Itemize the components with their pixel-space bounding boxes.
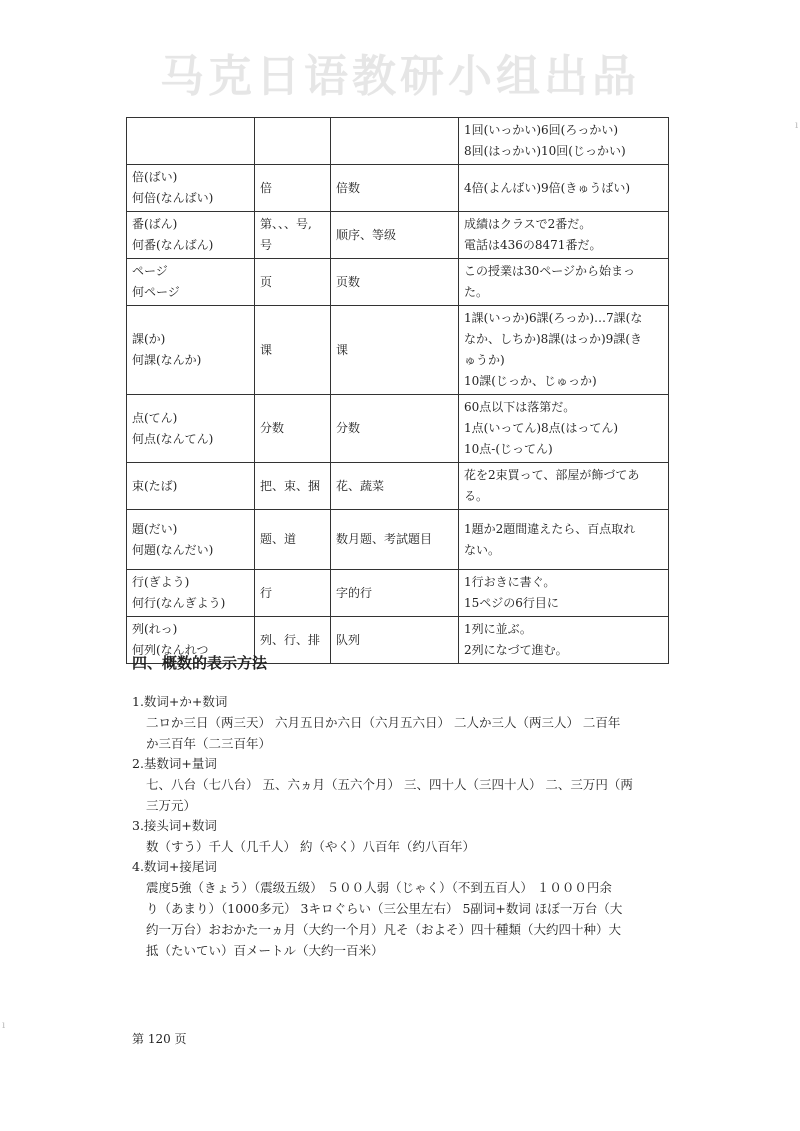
example-cell-line: 60点以下は落第だ。: [464, 400, 576, 414]
example-cell-line: この授業は30ページから始まっ: [464, 264, 636, 278]
table-row: [127, 395, 669, 463]
counter-cell: [127, 259, 255, 306]
usage-cell: [331, 212, 459, 259]
example-cell-line: 15ペジの6行目に: [464, 596, 559, 610]
page-number: 第 120 页: [132, 1032, 187, 1046]
counter-cell-line: 何課(なんか): [132, 353, 202, 367]
example-cell: [459, 118, 669, 165]
usage-cell: [331, 617, 459, 664]
counter-cell-line: 課(か): [132, 332, 166, 346]
example-cell-line: 花を2束買って、部屋が飾づてあ: [464, 468, 640, 482]
meaning-cell: [255, 570, 331, 617]
counter-cell-line: 倍(ばい): [132, 170, 178, 184]
meaning-cell-line: 号: [260, 238, 273, 252]
example-cell-line: 1題か2題間違えたら、百点取れ: [464, 521, 636, 536]
meaning-cell-line: 行: [260, 585, 273, 600]
counter-cell-line: 題(だい): [132, 521, 178, 536]
category-label: 4.数词+接尾词: [132, 859, 217, 874]
approx-number-list: [132, 692, 672, 961]
usage-cell-line: 数月题、考試題目: [336, 532, 433, 546]
example-cell-line: 1課(いっか)6課(ろっか)…7課(な: [464, 311, 643, 325]
usage-cell: [331, 306, 459, 395]
example-cell-line: 10点-(じってん): [464, 442, 553, 456]
counter-cell-line: 番(ばん): [132, 217, 178, 231]
usage-cell: [331, 463, 459, 510]
counter-cell-line: 何点(なんてん): [132, 431, 214, 446]
usage-cell: [331, 259, 459, 306]
usage-cell: [331, 510, 459, 570]
usage-cell-line: 页数: [336, 274, 361, 289]
table-row: [127, 165, 669, 212]
meaning-cell: [255, 395, 331, 463]
category-label: 2.基数词+量词: [132, 756, 217, 771]
counter-cell-line: 何列(なんれつ: [132, 643, 209, 657]
counter-cell-line: ページ: [132, 264, 168, 278]
example-cell-line: 1回(いっかい)6回(ろっかい): [464, 123, 618, 137]
table-row: [127, 510, 669, 570]
example-cell: [459, 395, 669, 463]
usage-cell-line: 队列: [336, 632, 361, 647]
counter-cell-line: 何ページ: [132, 285, 180, 299]
scan-mark: ı: [795, 120, 799, 131]
counter-cell: [127, 118, 255, 165]
example-cell-line: なか、しちか)8課(はっか)9課(き: [464, 332, 642, 346]
usage-cell: [331, 395, 459, 463]
counter-cell: [127, 570, 255, 617]
scan-mark: ı: [2, 1020, 6, 1031]
example-cell: [459, 510, 669, 570]
category-label: 1.数词+か+数词: [132, 694, 228, 709]
meaning-cell-line: 课: [260, 342, 273, 357]
example-cell-line: 8回(はっかい)10回(じっかい): [464, 144, 626, 158]
example-cell: [459, 259, 669, 306]
example-cell-line: 1行おきに書ぐ。: [464, 575, 556, 589]
meaning-cell: [255, 306, 331, 395]
example-cell-line: る。: [464, 489, 489, 503]
meaning-cell-line: 题、道: [260, 532, 297, 546]
example-cell-line: 1点(いってん)8点(はってん): [464, 421, 618, 435]
meaning-cell: [255, 463, 331, 510]
example-line: 二ロか三日（两三天） 六月五日か六日（六月五六日） 二人か三人（两三人） 二百年: [146, 715, 621, 730]
meaning-cell-line: 第、、、号,: [260, 217, 312, 231]
counter-cell: [127, 165, 255, 212]
meaning-cell: [255, 118, 331, 165]
example-line: 数（すう）千人（几千人） 約（やく）八百年（约八百年）: [146, 839, 475, 854]
example-cell-line: 10課(じっか、じゅっか): [464, 374, 597, 388]
example-cell: [459, 212, 669, 259]
meaning-cell-line: 列、行、排: [260, 632, 321, 647]
meaning-cell: [255, 165, 331, 212]
usage-cell-line: 倍数: [336, 180, 361, 195]
counter-cell-line: 列(れっ): [132, 622, 178, 636]
counter-cell-line: 何番(なんばん): [132, 238, 214, 252]
table-row: [127, 306, 669, 395]
example-cell: [459, 165, 669, 212]
example-cell-line: ゅうか): [464, 353, 505, 367]
example-cell-line: 1列に並ぶ。: [464, 622, 532, 636]
usage-cell-line: 课: [336, 342, 349, 357]
example-line: り（あまり）（1000多元） 3キロぐらい（三公里左右） 5副词+数词 ほぼ一万台（大: [146, 901, 623, 916]
usage-cell: [331, 118, 459, 165]
counter-cell-line: 点(てん): [132, 410, 178, 425]
table-row: [127, 259, 669, 306]
table-row: [127, 463, 669, 510]
example-line: 七、八台（七八台） 五、六ヵ月（五六个月） 三、四十人（三四十人） 二、三万円（两: [146, 777, 633, 792]
usage-cell: [331, 570, 459, 617]
usage-cell-line: 分数: [336, 421, 361, 435]
counter-cell: [127, 395, 255, 463]
meaning-cell: [255, 259, 331, 306]
meaning-cell: [255, 510, 331, 570]
example-cell-line: 成績はクラスで2番だ。: [464, 217, 592, 231]
counter-cell: [127, 306, 255, 395]
usage-cell-line: 顺序、等级: [336, 227, 397, 242]
counter-cell-line: 何題(なんだい): [132, 542, 214, 557]
counter-cell-line: 束(たば): [132, 478, 178, 493]
counter-cell-line: 何行(なんぎよう): [132, 596, 226, 610]
meaning-cell-line: 倍: [260, 180, 273, 195]
example-cell: [459, 570, 669, 617]
counter-cell: [127, 463, 255, 510]
table-row: [127, 118, 669, 165]
watermark: 马克日语教研小组出品: [160, 51, 640, 102]
example-line: か三百年（二三百年）: [146, 736, 272, 751]
table-row: [127, 212, 669, 259]
example-cell-line: 電話は436の8471番だ。: [464, 238, 602, 252]
example-cell-line: た。: [464, 285, 489, 299]
example-cell: [459, 617, 669, 664]
meaning-cell-line: 把、束、捆: [260, 478, 321, 493]
counter-cell: [127, 212, 255, 259]
usage-cell: [331, 165, 459, 212]
example-line: 约一万台）おおかた一ヵ月（大约一个月）凡そ（およそ）四十種類（大约四十种）大: [146, 922, 622, 937]
section-heading: 四、概数的表示方法: [132, 654, 268, 672]
meaning-cell: [255, 212, 331, 259]
meaning-cell-line: 分数: [260, 421, 285, 435]
counter-cell-line: 行(ぎよう): [132, 575, 190, 589]
example-line: 三万元）: [146, 798, 197, 813]
example-cell: [459, 306, 669, 395]
example-line: 抵（たいてい）百メートル（大约一百米）: [146, 943, 384, 958]
counter-table-body: [127, 118, 669, 664]
usage-cell-line: 字的行: [336, 585, 373, 600]
counter-cell-line: 何倍(なんばい): [132, 191, 214, 205]
example-cell-line: 4倍(よんばい)9倍(きゅうばい): [464, 180, 630, 195]
example-cell-line: ない。: [464, 542, 501, 557]
example-line: 震度5強（きょう）（震级五级） ５００人弱（じゃく）（不到五百人） １０００円余: [146, 880, 612, 895]
counter-cell: [127, 510, 255, 570]
example-cell-line: 2列になづて進む。: [464, 643, 568, 657]
usage-cell-line: 花、蔬菜: [336, 478, 385, 493]
meaning-cell-line: 页: [260, 274, 273, 289]
example-cell: [459, 463, 669, 510]
table-row: [127, 570, 669, 617]
counter-table: [126, 117, 669, 664]
category-label: 3.接头词+数词: [132, 818, 217, 833]
